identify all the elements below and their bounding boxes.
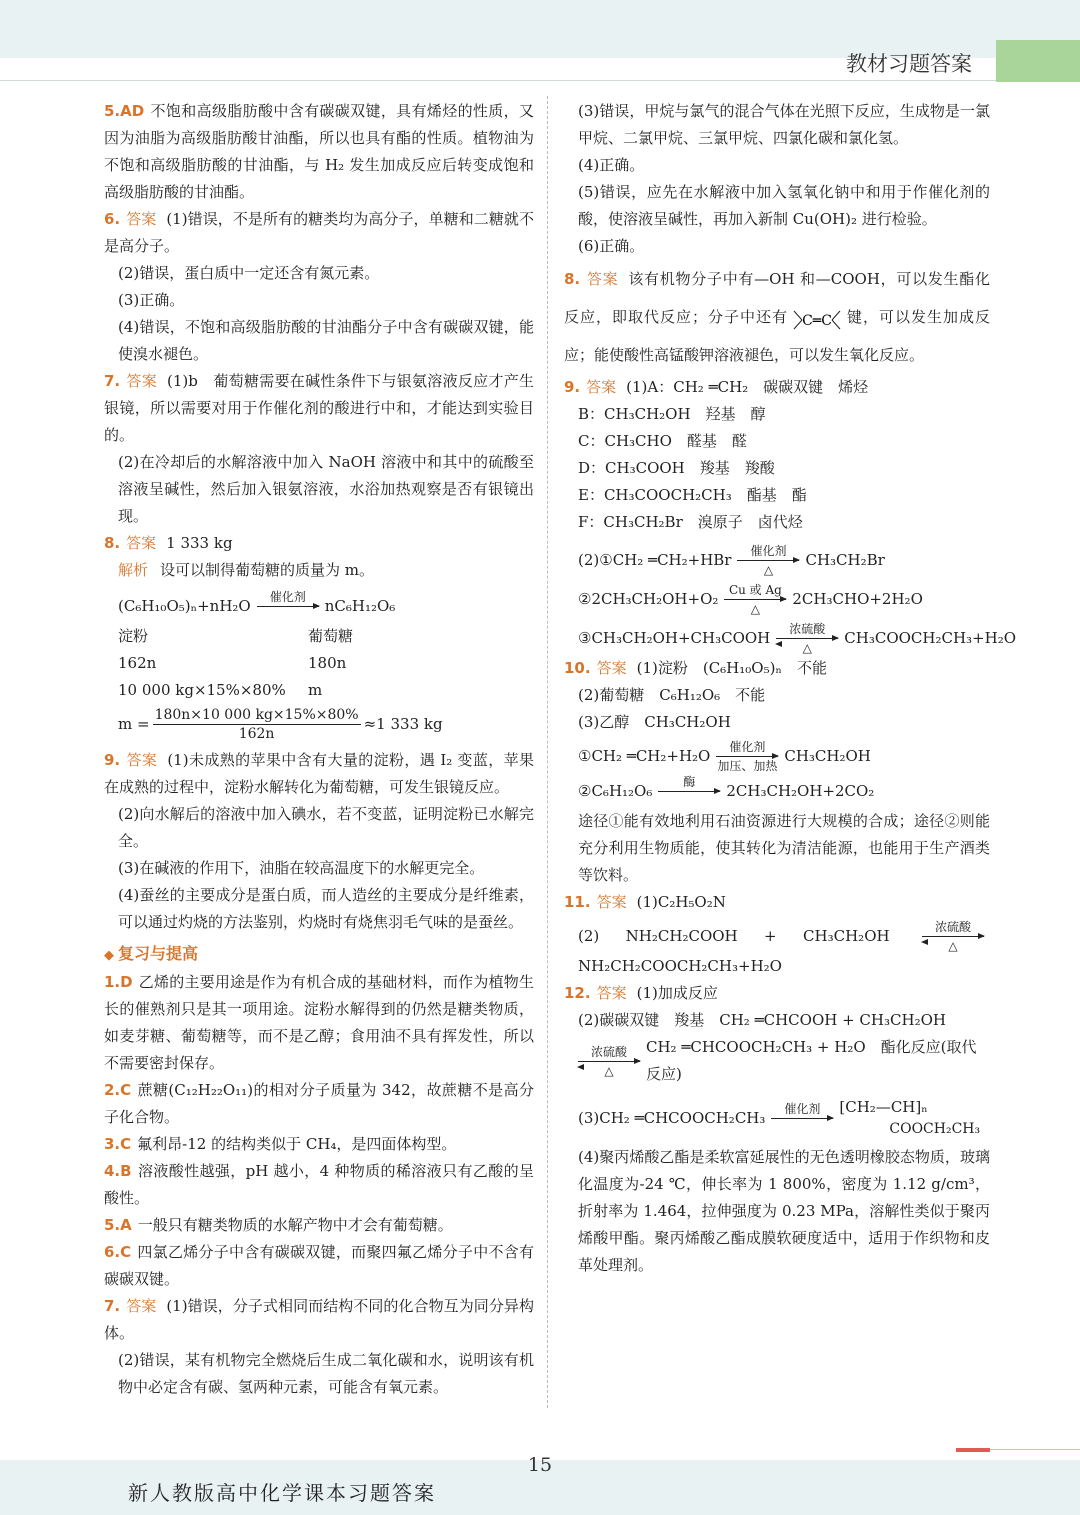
text-span: 催化剂 — [750, 544, 787, 558]
answer-item — [104, 1212, 534, 1239]
text-span: B：CH₃CH₂OH 羟基 醇 — [578, 405, 766, 423]
text-span: Cu 或 Ag — [728, 583, 782, 597]
text-span: 加压、加热 — [717, 759, 778, 773]
text-span: 答案 — [586, 378, 617, 396]
text-span: 催化剂 — [784, 1101, 821, 1116]
text-span: 8. — [564, 270, 581, 288]
text-span: nC₆H₁₂O₆ — [324, 597, 396, 615]
text-span: 氟利昂-12 的结构类似于 CH₄，是四面体构型。 — [137, 1135, 457, 1153]
text-span: 四氯乙烯分子中含有碳碳双键，而聚四氟乙烯分子中不含有碳碳双键。 — [104, 1243, 534, 1288]
text-span: △ — [604, 1063, 614, 1078]
text-span: 1.D — [104, 973, 133, 991]
text-span: 2.C — [104, 1081, 132, 1099]
text-span: ≈1 333 kg — [363, 715, 443, 733]
text-span: (2)葡萄糖 C₆H₁₂O₆ 不能 — [578, 686, 766, 704]
answer-item — [104, 747, 534, 801]
right-column — [564, 98, 1017, 1279]
text-span: 答案 — [596, 893, 627, 911]
text-span: 浓硫酸 — [590, 1044, 627, 1059]
text-span: △ — [802, 641, 812, 655]
answer-line: (6)正确。 — [578, 237, 645, 255]
text-span: (3)CH₂ ═CHCOOCH₂CH₃ — [578, 1108, 766, 1127]
answer-line: (4)蚕丝的主要成分是蛋白质，而人造丝的主要成分是纤维素，可以通过灼烧的方法鉴别，灼烧时有烧焦羽毛气味的是蚕丝。 — [118, 886, 534, 931]
header-title: 教材习题答案 — [846, 52, 972, 76]
text-span: COOCH₂CH₃ — [889, 1121, 981, 1137]
answer-line: (3)错误，甲烷与氯气的混合气体在光照下反应，生成物是一氯甲烷、二氯甲烷、三氯甲烷、四氯化碳和氯化氢。 — [578, 102, 990, 147]
text-span: 180n — [308, 654, 347, 672]
text-span: (2) — [578, 927, 600, 945]
text-span: (1)未成熟的苹果中含有大量的淀粉，遇 I₂ 变蓝，苹果在成熟的过程中，淀粉水解转化为葡萄糖，可发生银镜反应。 — [104, 751, 534, 796]
answer-item — [564, 655, 990, 682]
text-span: (2)①CH₂ ═CH₂+HBr — [578, 551, 732, 569]
left-column — [104, 98, 534, 1401]
text-span: 答案 — [126, 751, 158, 769]
text-span: 答案 — [596, 984, 627, 1002]
text-span: 答案 — [596, 659, 627, 677]
text-span: 淀粉 — [118, 627, 149, 645]
footer-rule — [990, 1449, 1080, 1450]
text-span: E：CH₃COOCH₂CH₃ 酯基 酯 — [578, 486, 807, 504]
answer-item — [104, 969, 534, 1077]
footer-book-title: 新人教版高中化学课本习题答案 — [128, 1481, 436, 1505]
answer-line: (3)正确。 — [118, 291, 185, 309]
text-span: C═C — [802, 313, 832, 329]
header-rule — [0, 80, 996, 81]
answer-line: (5)错误，应先在水解液中加入氢氧化钠中和用于作催化剂的酸，使溶液呈碱性，再加入新制 Cu(OH)₂ 进行检验。 — [578, 183, 990, 228]
text-span: (1)错误，分子式相同而结构不同的化合物互为同分异构体。 — [104, 1297, 534, 1342]
answer-item — [564, 980, 990, 1007]
text-span: 7. — [104, 1297, 121, 1315]
text-span: 1 333 kg — [166, 534, 233, 552]
text-span: 浓硫酸 — [934, 920, 971, 934]
text-span: 9. — [564, 378, 581, 396]
text-span: 12. — [564, 984, 591, 1002]
equation — [118, 590, 534, 623]
column-divider — [547, 96, 548, 1408]
answer-line: (4)正确。 — [578, 156, 645, 174]
text-span: (1)错误，不是所有的糖类均为高分子，单糖和二糖就不是高分子。 — [104, 210, 534, 255]
text-span: [CH₂—CH]ₙ — [839, 1098, 928, 1116]
text-span: 2CH₃CHO+2H₂O — [792, 590, 923, 608]
text-span: 162n — [238, 726, 275, 742]
text-span: CH₃CH₂OH — [803, 927, 890, 945]
text-span: 该有机物分子中有—OH 和—COOH，可以发生酯化反应，即取代反应；分子中还有 — [564, 270, 990, 326]
text-span: 5.A — [104, 1216, 132, 1234]
text-span: 3.C — [104, 1135, 132, 1153]
text-span: CH₂ ═CHCOOCH₂CH₃ + H₂O 酯化反应(取代反应) — [646, 1038, 977, 1083]
text-span: (1)A：CH₂ ═CH₂ 碳碳双键 烯烃 — [626, 378, 869, 396]
text-span: 180n×10 000 kg×15%×80% — [154, 707, 359, 723]
text-span: 答案 — [126, 372, 157, 390]
answer-line: (2)向水解后的溶液中加入碘水，若不变蓝，证明淀粉已水解完全。 — [118, 805, 534, 850]
text-span: 键，可以发生加成反应；能使酸性高锰酸钾溶液褪色，可以发生氧化反应。 — [564, 308, 990, 364]
page-header — [0, 40, 1080, 82]
text-span: 7. — [104, 372, 121, 390]
text-span: ③CH₃CH₂OH+CH₃COOH — [578, 629, 771, 647]
answer-item — [104, 98, 534, 206]
text-span: 答案 — [126, 210, 157, 228]
text-span: 8. — [104, 534, 121, 552]
header-tab — [996, 40, 1080, 82]
text-span: 162n — [118, 654, 157, 672]
text-span: 6.C — [104, 1243, 132, 1261]
equation — [564, 1034, 990, 1088]
text-span: 5.AD — [104, 102, 145, 120]
answer-item — [104, 368, 534, 449]
text-span: (1)加成反应 — [636, 984, 718, 1002]
text-span: 2CH₃CH₂OH+2CO₂ — [726, 782, 875, 800]
text-span: 答案 — [126, 534, 157, 552]
text-span: m — [308, 681, 323, 699]
text-span: ②C₆H₁₂O₆ — [578, 782, 653, 800]
answer-line: (2)错误，蛋白质中一定还含有氮元素。 — [118, 264, 380, 282]
text-span: D：CH₃COOH 羧基 羧酸 — [578, 459, 775, 477]
text-span: 溶液酸性越强，pH 越小，4 种物质的稀溶液只有乙酸的呈酸性。 — [104, 1162, 534, 1207]
answer-line: (2)在冷却后的水解溶液中加入 NaOH 溶液中和其中的硫酸至溶液呈碱性，然后加入银氨溶液，水浴加热观察是否有银镜出现。 — [118, 453, 534, 525]
equation — [564, 740, 990, 773]
text-span: 催化剂 — [269, 590, 306, 604]
text-span: CH₃CH₂Br — [805, 551, 885, 569]
text-span: 葡萄糖 — [308, 627, 354, 645]
equation — [564, 544, 990, 577]
text-span: ②2CH₃CH₂OH+O₂ — [578, 590, 719, 608]
equation — [564, 583, 990, 616]
equation — [564, 622, 1017, 655]
text-span: 答案 — [126, 1297, 157, 1315]
text-span: △ — [948, 939, 958, 953]
polymer-equation — [564, 1096, 990, 1140]
text-span: 4.B — [104, 1162, 132, 1180]
text-span: (1)b 葡萄糖需要在碱性条件下与银氨溶液反应才产生银镜，所以需要对用于作催化剂的酸进行中和，才能达到实验目的。 — [104, 372, 534, 444]
text-span: CH₃CH₂OH — [784, 747, 871, 765]
footer-accent — [956, 1448, 990, 1452]
text-span: 不饱和高级脂肪酸中含有碳碳双键，具有烯烃的性质，又因为油脂为高级脂肪酸甘油酯，所以也具有酯的性质。植物油为不饱和高级脂肪酸的甘油酯，与 H₂ 发生加成反应后转变成饱和高级脂肪酸的甘油酯。 — [104, 102, 534, 201]
answer-item — [104, 1131, 534, 1158]
answer-line: (3)在碱液的作用下，油脂在较高温度下的水解更完全。 — [118, 859, 485, 877]
text-span: ①CH₂ ═CH₂+H₂O — [578, 747, 711, 765]
text-span: 9. — [104, 751, 121, 769]
cc-double-bond — [792, 307, 842, 329]
text-span: 催化剂 — [729, 740, 766, 754]
text-span: (1)淀粉 (C₆H₁₀O₅)ₙ 不能 — [636, 659, 827, 677]
text-span: (C₆H₁₀O₅)ₙ+nH₂O — [118, 597, 251, 615]
text-span: (2)碳碳双键 羧基 CH₂ ═CHCOOH + CH₃CH₂OH — [578, 1011, 946, 1029]
equation — [564, 920, 990, 953]
text-span: NH₂CH₂COOH — [625, 927, 738, 945]
text-span: 10. — [564, 659, 591, 677]
text-span: △ — [763, 563, 774, 577]
text-span: 设可以制得葡萄糖的质量为 m。 — [160, 561, 375, 579]
answer-line: (2)错误，某有机物完全燃烧后生成二氧化碳和水，说明该有机物中必定含有碳、氢两种元素，可能含有氧元素。 — [118, 1351, 534, 1396]
page-number: 15 — [527, 1454, 553, 1476]
text-span: F：CH₃CH₂Br 溴原子 卤代烃 — [578, 513, 803, 531]
text-span: 途径①能有效地利用石油资源进行大规模的合成；途径②则能充分利用生物质能，使其转化为清洁能源，也能用于生产酒类等饮料。 — [578, 812, 990, 884]
answer-item — [564, 889, 990, 916]
answer-item — [104, 1077, 534, 1131]
text-span: NH₂CH₂COOCH₂CH₃+H₂O — [578, 957, 782, 975]
text-span: m = — [118, 715, 150, 733]
answer-item — [104, 206, 534, 260]
answer-item — [104, 1293, 534, 1347]
answer-item — [564, 260, 990, 374]
text-span: (3)乙醇 CH₃CH₂OH — [578, 713, 731, 731]
text-span: CH₃COOCH₂CH₃+H₂O — [844, 629, 1017, 647]
stoich-table — [118, 623, 534, 704]
text-span: 复习与提高 — [118, 944, 199, 963]
text-span: C：CH₃CHO 醛基 醛 — [578, 432, 747, 450]
text-span: 答案 — [586, 270, 619, 288]
text-span: (1)C₂H₅O₂N — [636, 893, 726, 911]
answer-item — [564, 374, 990, 401]
answer-item — [104, 1239, 534, 1293]
text-span: 11. — [564, 893, 591, 911]
text-span: 解析 — [118, 561, 149, 579]
answer-item — [104, 1158, 534, 1212]
text-span: 6. — [104, 210, 121, 228]
q8-analysis — [104, 557, 534, 743]
text-span: 10 000 kg×15%×80% — [118, 681, 286, 699]
text-span: 酶 — [683, 775, 696, 789]
section-title: ◆ 复习与提高 — [104, 944, 199, 963]
answer-line: (4)错误，不饱和高级脂肪酸的甘油酯分子中含有碳碳双键，能使溴水褪色。 — [118, 318, 534, 363]
mass-formula — [118, 706, 534, 743]
text-span: 浓硫酸 — [789, 622, 826, 636]
text-span: 一般只有糖类物质的水解产物中才会有葡萄糖。 — [137, 1216, 453, 1234]
text-span: 乙烯的主要用途是作为有机合成的基础材料，而作为植物生长的催熟剂只是其一项用途。淀粉水解得到的仍然是糖类物质，如麦芽糖、葡萄糖等，而不是乙醇；食用油不具有挥发性，所以不需要密封保存。 — [104, 973, 534, 1072]
equation — [564, 775, 990, 808]
text-span: 蔗糖(C₁₂H₂₂O₁₁)的相对分子质量为 342，故蔗糖不是高分子化合物。 — [104, 1081, 534, 1126]
text-span: + — [764, 927, 777, 945]
text-span: (4)聚丙烯酸乙酯是柔软富延展性的无色透明橡胶态物质，玻璃化温度为-24 ℃，伸长率为 1 800%，密度为 1.12 g/cm³，折射率为 1.464，拉伸强度为 0.23 MPa，溶解性类似于聚丙烯酸甲酯。聚丙烯酸乙酯成膜软硬度适中，适用于作织物和皮革处理剂。 — [578, 1148, 990, 1274]
text-span: △ — [750, 602, 760, 616]
answer-item — [104, 530, 534, 557]
